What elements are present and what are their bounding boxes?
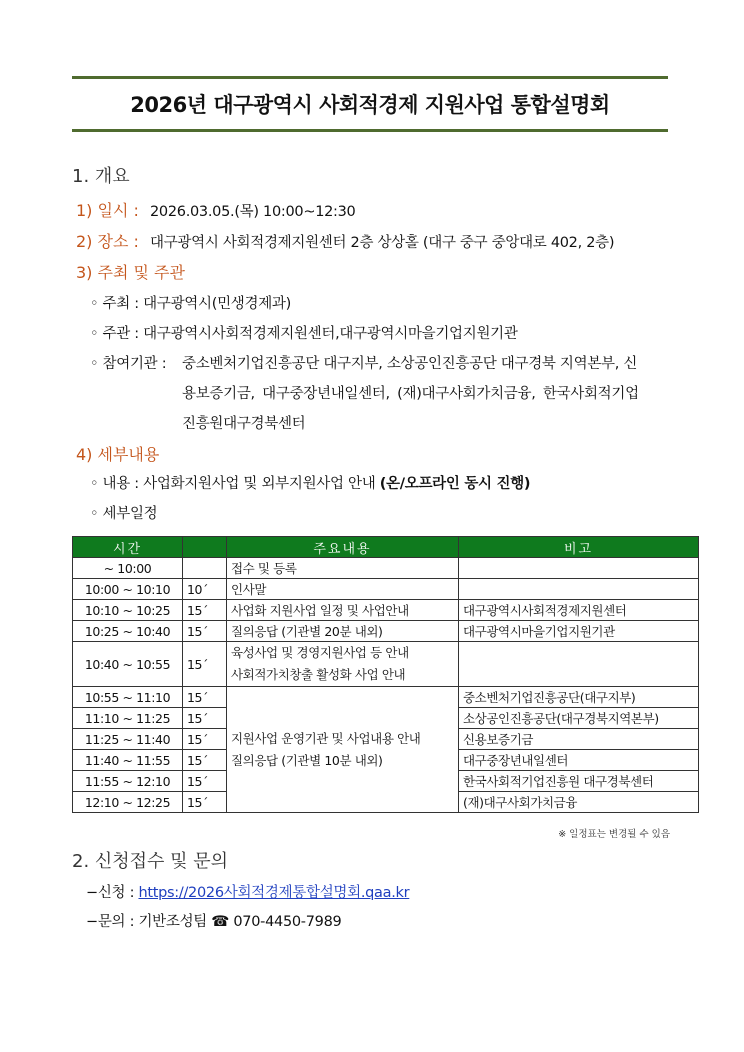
content-cell <box>227 642 459 687</box>
time-cell: 12:10 ~ 12:25 <box>73 792 183 813</box>
schedule-footnote: ※ 일정표는 변경될 수 있음 <box>558 829 670 840</box>
table-row <box>73 600 699 621</box>
host-heading: 3) 주최 및 주관 <box>76 263 185 282</box>
table-row <box>73 642 699 687</box>
time-cell: 11:25 ~ 11:40 <box>73 729 183 750</box>
participants-line1: 중소벤처기업진흥공단 대구지부, 소상공인진흥공단 대구경북 지역본부, 신 <box>182 356 638 372</box>
merged-content-line-2: 질의응답 (기관별 10분 내외) <box>231 752 383 768</box>
merged-content-cell <box>227 687 459 813</box>
table-header-row <box>73 537 699 558</box>
content-cell: 접수 및 등록 <box>227 558 459 579</box>
note-cell: 대구광역시마을기업지원기관 <box>459 621 699 642</box>
apply-link[interactable]: https://2026사회적경제통합설명회.qaa.kr <box>138 885 410 901</box>
apply-label: −신청 : <box>86 885 139 901</box>
time-cell: ~ 10:00 <box>73 558 183 579</box>
venue-label: 2) 장소 : <box>76 232 139 251</box>
header-content: 주요내용 <box>227 537 459 558</box>
content-line-1: 육성사업 및 경영지원사업 등 안내 <box>231 645 409 660</box>
duration-cell: 15´ <box>183 621 227 642</box>
date-value: 2026.03.05.(목) 10:00~12:30 <box>150 204 356 220</box>
duration-cell: 15´ <box>183 792 227 813</box>
duration-cell: 10´ <box>183 579 227 600</box>
note-cell: 중소벤처기업진흥공단(대구지부) <box>459 687 699 708</box>
venue-line <box>76 229 614 252</box>
page-title: 2026년 대구광역시 사회적경제 지원사업 통합설명회 <box>130 93 610 117</box>
content-cell: 사업화 지원사업 일정 및 사업안내 <box>227 600 459 621</box>
apply-line <box>86 881 409 902</box>
schedule-table <box>72 536 699 813</box>
organizer-line: ◦ 주관 : 대구광역시사회적경제지원센터,대구광역시마을기업지원기관 <box>90 326 518 342</box>
note-cell <box>459 558 699 579</box>
participants-line2: 용보증기금, 대구중장년내일센터, (재)대구사회가치금융, 한국사회적기업 <box>182 386 639 402</box>
table-row <box>73 687 699 708</box>
duration-cell: 15´ <box>183 750 227 771</box>
content-line-2: 사회적가치창출 활성화 사업 안내 <box>231 667 406 682</box>
date-label: 1) 일시 : <box>76 201 139 220</box>
time-cell: 10:40 ~ 10:55 <box>73 642 183 687</box>
duration-cell: 15´ <box>183 771 227 792</box>
duration-cell: 15´ <box>183 600 227 621</box>
note-cell: (재)대구사회가치금융 <box>459 792 699 813</box>
header-note: 비고 <box>459 537 699 558</box>
time-cell: 10:10 ~ 10:25 <box>73 600 183 621</box>
time-cell: 10:55 ~ 11:10 <box>73 687 183 708</box>
duration-cell: 15´ <box>183 687 227 708</box>
note-cell <box>459 579 699 600</box>
title-bar <box>72 76 668 132</box>
section2-heading: 2. 신청접수 및 문의 <box>72 851 229 872</box>
note-cell: 소상공인진흥공단(대구경북지역본부) <box>459 708 699 729</box>
table-row <box>73 558 699 579</box>
participants-line3: 진흥원대구경북센터 <box>182 416 306 432</box>
time-cell: 11:40 ~ 11:55 <box>73 750 183 771</box>
note-cell <box>459 642 699 687</box>
duration-cell: 15´ <box>183 642 227 687</box>
section1-heading: 1. 개요 <box>72 166 130 187</box>
content-cell: 질의응답 (기관별 20분 내외) <box>227 621 459 642</box>
note-cell: 한국사회적기업진흥원 대구경북센터 <box>459 771 699 792</box>
time-cell: 10:25 ~ 10:40 <box>73 621 183 642</box>
time-cell: 11:55 ~ 12:10 <box>73 771 183 792</box>
content-text: ◦ 내용 : 사업화지원사업 및 외부지원사업 안내 <box>90 476 380 492</box>
header-time: 시간 <box>73 537 183 558</box>
header-blank <box>183 537 227 558</box>
content-line <box>90 472 530 493</box>
host-line: ◦ 주최 : 대구광역시(민생경제과) <box>90 296 291 312</box>
duration-cell: 15´ <box>183 729 227 750</box>
contact-line: −문의 : 기반조성팀 ☎ 070-4450-7989 <box>86 914 342 930</box>
note-cell: 신용보증기금 <box>459 729 699 750</box>
content-cell: 인사말 <box>227 579 459 600</box>
time-cell: 11:10 ~ 11:25 <box>73 708 183 729</box>
merged-content-line-1: 지원사업 운영기관 및 사업내용 안내 <box>231 730 421 746</box>
duration-cell: 15´ <box>183 708 227 729</box>
table-row <box>73 621 699 642</box>
content-bold: (온/오프라인 동시 진행) <box>379 476 531 492</box>
table-row <box>73 579 699 600</box>
schedule-label: ◦ 세부일정 <box>90 506 158 522</box>
details-heading: 4) 세부내용 <box>76 445 160 464</box>
venue-value: 대구광역시 사회적경제지원센터 2층 상상홀 (대구 중구 중앙대로 402, 2층) <box>150 235 615 251</box>
participants-label: ◦ 참여기관 : <box>90 356 167 372</box>
note-cell: 대구광역시사회적경제지원센터 <box>459 600 699 621</box>
duration-cell <box>183 558 227 579</box>
date-line <box>76 198 355 221</box>
note-cell: 대구중장년내일센터 <box>459 750 699 771</box>
time-cell: 10:00 ~ 10:10 <box>73 579 183 600</box>
